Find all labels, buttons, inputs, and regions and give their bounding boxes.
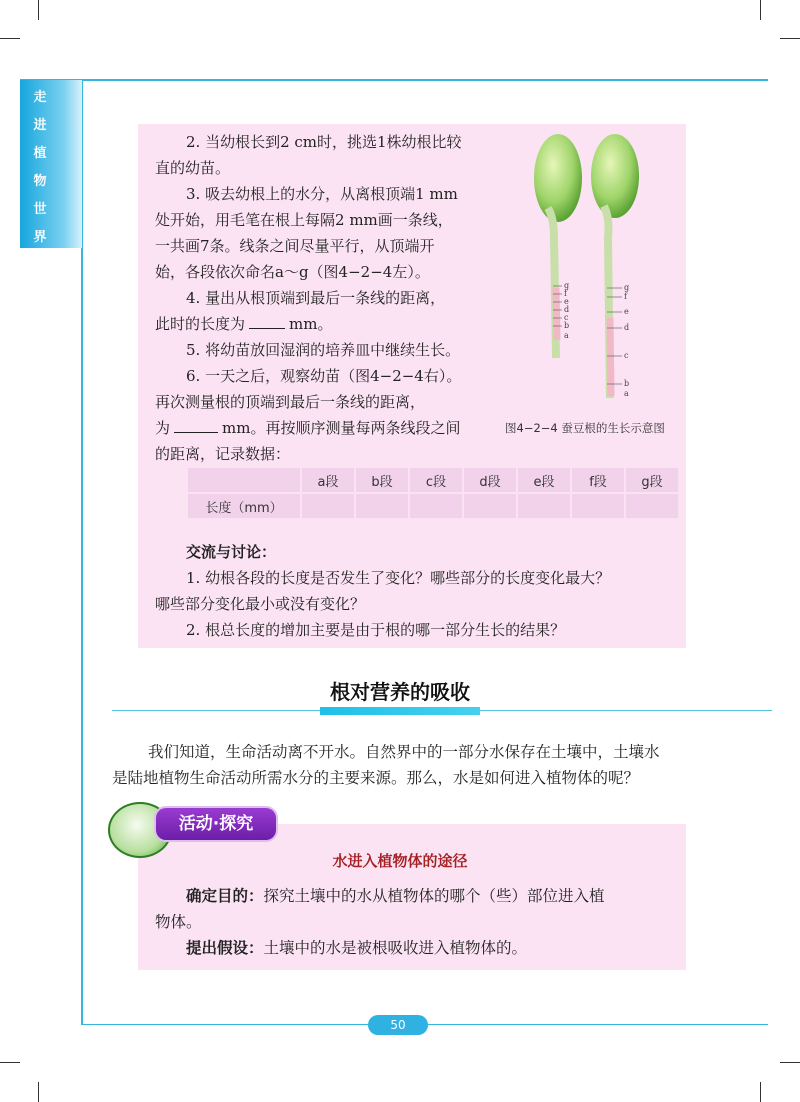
hypothesis-text: 土壤中的水是被根吸收进入植物体的。: [263, 939, 528, 957]
root-segment-label: c: [564, 313, 569, 322]
discussion-question: 2. 根总长度的增加主要是由于根的哪一部分生长的结果？: [186, 621, 566, 639]
step-line: [155, 414, 460, 442]
step-text: mm。再按顺序测量每两条线段之间: [222, 419, 461, 437]
root-segment-label: a: [624, 389, 629, 398]
bean-root-figure: [520, 128, 680, 418]
side-tab-char: 界: [33, 230, 47, 245]
root-segment-label: f: [624, 292, 627, 301]
step-line: 5. 将幼苗放回湿润的培养皿中继续生长。: [186, 341, 461, 359]
table-header-cell: d段: [464, 468, 516, 492]
answer-blank: [249, 312, 285, 329]
crop-mark: [760, 1082, 761, 1102]
chapter-side-tab: [20, 80, 82, 248]
goal-label: 确定目的：: [186, 887, 264, 905]
activity-badge: 活动·探究: [156, 808, 276, 840]
crop-mark: [0, 38, 20, 39]
top-rule: [20, 79, 768, 81]
hypothesis-label: 提出假设：: [186, 939, 264, 957]
crop-mark: [760, 0, 761, 20]
step-line: 的距离，记录数据：: [155, 445, 291, 463]
left-root-tip: [556, 288, 557, 340]
table-header-cell: e段: [518, 468, 570, 492]
step-text: mm。: [289, 315, 333, 333]
table-cell: [356, 494, 408, 518]
activity-goal: [186, 882, 605, 910]
activity-title: 水进入植物体的途径: [332, 852, 468, 870]
table-cell: [410, 494, 462, 518]
root-segment-label: g: [564, 281, 570, 290]
table-header-cell: f段: [572, 468, 624, 492]
side-tab-char: 物: [33, 174, 47, 189]
discussion-question: 1. 幼根各段的长度是否发生了变化？哪些部分的长度变化最大？: [186, 569, 611, 587]
table-header-cell: [188, 468, 300, 492]
activity-hypothesis: [186, 934, 527, 962]
figure-caption: 图4−2−4 蚕豆根的生长示意图: [505, 421, 665, 435]
answer-blank: [174, 416, 218, 433]
side-tab-char: 植: [33, 146, 47, 161]
table-row: [188, 468, 678, 492]
crop-mark: [0, 1062, 20, 1063]
side-tab-char: 世: [33, 202, 47, 217]
table-row-label: 长度（mm）: [188, 494, 300, 518]
table-cell: [518, 494, 570, 518]
step-line: 始，各段依次命名a～g（图4−2−4左）。: [155, 263, 430, 281]
crop-mark: [38, 1082, 39, 1102]
step-text: 此时的长度为: [155, 315, 246, 333]
root-segment-label: d: [564, 305, 570, 314]
side-tab-char: 走: [33, 90, 47, 105]
section-title-bar: [320, 707, 480, 715]
table-header-cell: c段: [410, 468, 462, 492]
root-segment-label: b: [624, 379, 630, 388]
discussion-question: 哪些部分变化最小或没有变化？: [155, 595, 366, 613]
goal-text: 探究土壤中的水从植物体的哪个（些）部位进入植: [263, 887, 605, 905]
activity-goal-cont: 物体。: [155, 913, 202, 931]
table-cell: [572, 494, 624, 518]
step-line: 3. 吸去幼根上的水分，从离根顶端1 mm: [186, 185, 458, 203]
root-segment-label: a: [564, 331, 569, 340]
table-header-cell: a段: [302, 468, 354, 492]
crop-mark: [780, 1062, 800, 1063]
table-cell: [464, 494, 516, 518]
root-segment-label: c: [624, 351, 629, 360]
side-tab-char: 进: [33, 118, 47, 133]
root-segment-label: d: [624, 323, 630, 332]
step-line: 6. 一天之后，观察幼苗（图4−2−4右）。: [186, 367, 462, 385]
bottom-rule: [426, 1024, 768, 1025]
step-line: 处开始，用毛笔在根上每隔2 mm画一条线，: [155, 211, 453, 229]
record-table: [186, 466, 680, 520]
table-row: [188, 494, 678, 518]
bottom-rule: [81, 1024, 371, 1025]
step-line: 直的幼苗。: [155, 159, 231, 177]
root-segment-label: e: [564, 297, 569, 306]
root-segment-label: f: [564, 289, 567, 298]
step-line: 一共画7条。线条之间尽量平行，从顶端开: [155, 237, 435, 255]
step-text: 为: [155, 419, 171, 437]
step-line: 再次测量根的顶端到最后一条线的距离，: [155, 393, 426, 411]
left-seed: [534, 134, 582, 222]
crop-mark: [780, 38, 800, 39]
discussion-heading: 交流与讨论：: [186, 543, 277, 561]
body-paragraph-line: 我们知道，生命活动离不开水。自然界中的一部分水保存在土壤中，土壤水: [148, 743, 660, 761]
right-seed: [591, 134, 639, 218]
step-line: 2. 当幼根长到2 cm时，挑选1株幼根比较: [186, 133, 462, 151]
section-title: 根对营养的吸收: [330, 680, 470, 704]
table-header-cell: g段: [626, 468, 678, 492]
root-segment-label: e: [624, 307, 629, 316]
root-segment-label: b: [564, 321, 570, 330]
body-paragraph-line: 是陆地植物生命活动所需水分的主要来源。那么，水是如何进入植物体的呢？: [112, 769, 640, 787]
crop-mark: [38, 0, 39, 20]
step-line: 4. 量出从根顶端到最后一条线的距离，: [186, 289, 446, 307]
table-cell: [626, 494, 678, 518]
table-cell: [302, 494, 354, 518]
step-line: [155, 310, 332, 338]
root-segment-label: g: [624, 283, 630, 292]
table-header-cell: b段: [356, 468, 408, 492]
page-number: 50: [368, 1015, 428, 1035]
